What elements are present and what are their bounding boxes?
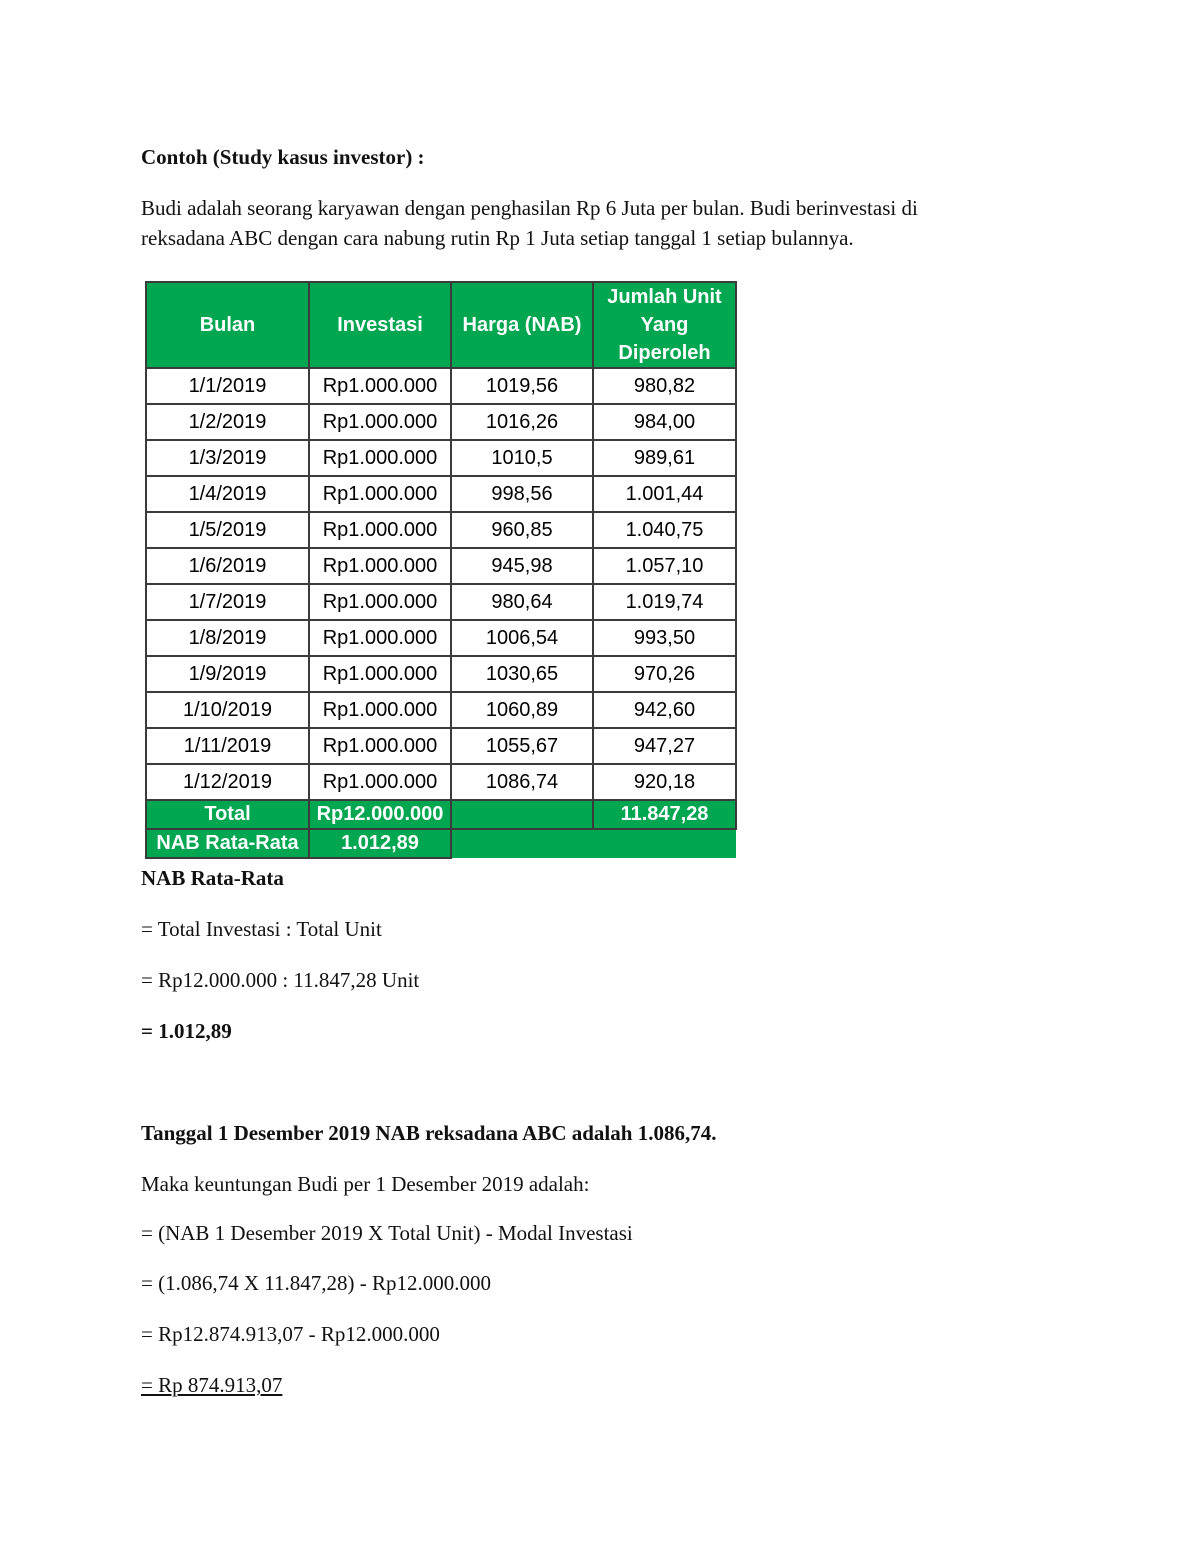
table-row [146, 440, 736, 476]
cell-harga: 1060,89 [451, 692, 593, 728]
cell-harga: 1086,74 [451, 764, 593, 800]
cell-bulan: 1/12/2019 [146, 764, 309, 800]
nab-empty-cell [593, 829, 736, 858]
cell-bulan: 1/9/2019 [146, 656, 309, 692]
cell-investasi: Rp1.000.000 [309, 728, 451, 764]
header-bulan: Bulan [146, 282, 309, 368]
section2-title: Tanggal 1 Desember 2019 NAB reksadana ABC adalah 1.086,74. [141, 1121, 717, 1145]
cell-unit: 1.019,74 [593, 584, 736, 620]
cell-investasi: Rp1.000.000 [309, 440, 451, 476]
cell-bulan: 1/3/2019 [146, 440, 309, 476]
investment-table [145, 281, 737, 859]
nab-avg-value: 1.012,89 [309, 829, 451, 858]
table-row [146, 512, 736, 548]
section1-line1: = Total Investasi : Total Unit [141, 917, 382, 941]
cell-bulan: 1/4/2019 [146, 476, 309, 512]
section1-result: = 1.012,89 [141, 1019, 232, 1043]
header-harga: Harga (NAB) [451, 282, 593, 368]
section2-line1: = (NAB 1 Desember 2019 X Total Unit) - Modal Investasi [141, 1221, 633, 1245]
table-header-row [146, 282, 736, 368]
cell-unit: 989,61 [593, 440, 736, 476]
table-row [146, 548, 736, 584]
cell-bulan: 1/7/2019 [146, 584, 309, 620]
table-row [146, 728, 736, 764]
section2-line2: = (1.086,74 X 11.847,28) - Rp12.000.000 [141, 1271, 491, 1295]
cell-bulan: 1/5/2019 [146, 512, 309, 548]
cell-investasi: Rp1.000.000 [309, 584, 451, 620]
table-row [146, 404, 736, 440]
table-row [146, 368, 736, 404]
cell-investasi: Rp1.000.000 [309, 476, 451, 512]
table-total-row [146, 800, 736, 829]
cell-unit: 1.040,75 [593, 512, 736, 548]
cell-harga: 1055,67 [451, 728, 593, 764]
cell-unit: 970,26 [593, 656, 736, 692]
table-body [146, 368, 736, 800]
intro-line-1: Budi adalah seorang karyawan dengan penghasilan Rp 6 Juta per bulan. Budi berinvestasi di [141, 196, 918, 220]
section2-line3: = Rp12.874.913,07 - Rp12.000.000 [141, 1322, 440, 1346]
section2-result: = Rp 874.913,07 [141, 1373, 283, 1397]
cell-bulan: 1/11/2019 [146, 728, 309, 764]
header-investasi: Investasi [309, 282, 451, 368]
cell-unit: 980,82 [593, 368, 736, 404]
table-row [146, 476, 736, 512]
cell-investasi: Rp1.000.000 [309, 764, 451, 800]
cell-harga: 1030,65 [451, 656, 593, 692]
cell-unit: 984,00 [593, 404, 736, 440]
cell-bulan: 1/8/2019 [146, 620, 309, 656]
cell-investasi: Rp1.000.000 [309, 656, 451, 692]
total-harga [451, 800, 593, 829]
nab-avg-label: NAB Rata-Rata [146, 829, 309, 858]
cell-unit: 1.057,10 [593, 548, 736, 584]
cell-unit: 947,27 [593, 728, 736, 764]
total-investasi: Rp12.000.000 [309, 800, 451, 829]
table-row [146, 620, 736, 656]
cell-bulan: 1/10/2019 [146, 692, 309, 728]
cell-investasi: Rp1.000.000 [309, 620, 451, 656]
intro-line-2: reksadana ABC dengan cara nabung rutin Rp 1 Juta setiap tanggal 1 setiap bulannya. [141, 226, 854, 250]
heading: Contoh (Study kasus investor) : [141, 145, 425, 169]
cell-bulan: 1/2/2019 [146, 404, 309, 440]
header-jumlah-unit-line2: Yang Diperoleh [618, 314, 711, 364]
cell-unit: 1.001,44 [593, 476, 736, 512]
cell-harga: 980,64 [451, 584, 593, 620]
section2-intro: Maka keuntungan Budi per 1 Desember 2019 adalah: [141, 1172, 590, 1196]
header-jumlah-unit [593, 282, 736, 368]
cell-investasi: Rp1.000.000 [309, 368, 451, 404]
cell-investasi: Rp1.000.000 [309, 548, 451, 584]
cell-harga: 960,85 [451, 512, 593, 548]
cell-bulan: 1/6/2019 [146, 548, 309, 584]
cell-unit: 942,60 [593, 692, 736, 728]
cell-unit: 920,18 [593, 764, 736, 800]
cell-harga: 945,98 [451, 548, 593, 584]
section1-line2: = Rp12.000.000 : 11.847,28 Unit [141, 968, 420, 992]
cell-harga: 1010,5 [451, 440, 593, 476]
table-row [146, 692, 736, 728]
cell-harga: 1006,54 [451, 620, 593, 656]
table-nab-row [146, 829, 736, 858]
cell-harga: 1016,26 [451, 404, 593, 440]
cell-unit: 993,50 [593, 620, 736, 656]
cell-investasi: Rp1.000.000 [309, 692, 451, 728]
cell-investasi: Rp1.000.000 [309, 404, 451, 440]
cell-investasi: Rp1.000.000 [309, 512, 451, 548]
cell-bulan: 1/1/2019 [146, 368, 309, 404]
cell-harga: 998,56 [451, 476, 593, 512]
total-label: Total [146, 800, 309, 829]
table-row [146, 656, 736, 692]
cell-harga: 1019,56 [451, 368, 593, 404]
section1-title: NAB Rata-Rata [141, 866, 284, 890]
table-row [146, 584, 736, 620]
total-unit: 11.847,28 [593, 800, 736, 829]
table-row [146, 764, 736, 800]
nab-empty-cell [451, 829, 593, 858]
header-jumlah-unit-line1: Jumlah Unit [607, 286, 722, 308]
